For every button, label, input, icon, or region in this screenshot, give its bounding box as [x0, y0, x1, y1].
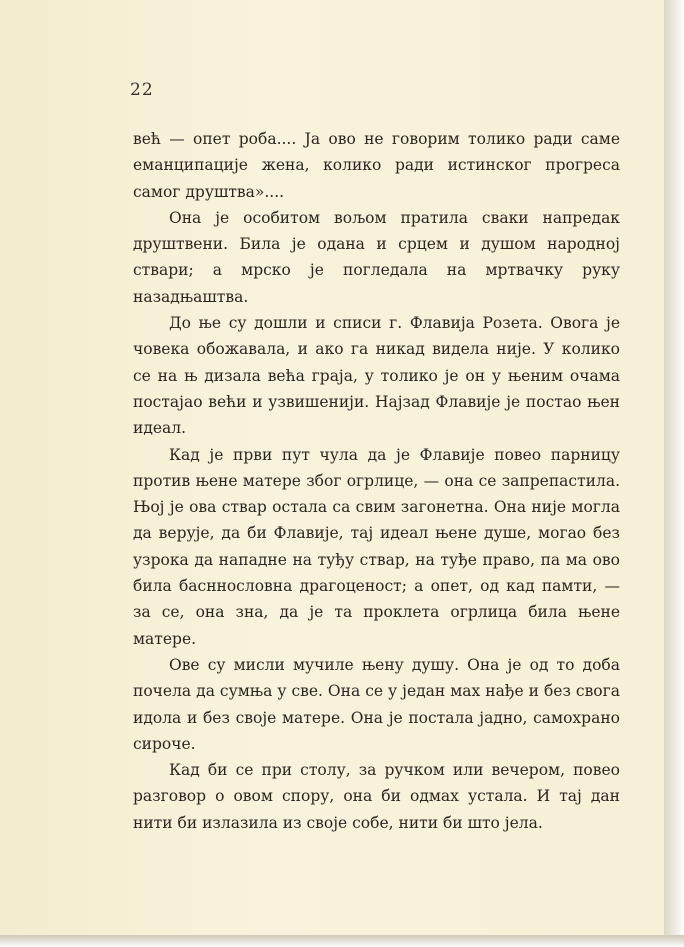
page-number: 22 [130, 80, 154, 100]
body-text [133, 126, 620, 836]
paragraph-3: До ње су дошли и списи г. Флавија Розета. Овога је човека обожавала, и ако га никад видела није. У колико се на њ дизала већа граја, у толико је он у њеним очама постајао већи и узвишенији. Најзад Флавије је постао њен идеал. [133, 314, 620, 438]
paragraph-6: Кад би се при столу, за ручком или вечером, повео разговор о овом спору, она би одмах устала. И тај дан нити би излазила из своје собе, нити би што јела. [133, 761, 620, 832]
paragraph-4: Кад је први пут чула да је Флавије повео парницу против њене матере због огрлице, — она се запрепастила. Њој је ова ствар остала са свим загонетна. Она није могла да верује, да би Флавије, тај идеал њене душе, могао без узрока да нападне на туђу ствар, на туђе право, па ма ово била басннословна драгоценост; а опет, од кад памти, — за се, она зна, да је та проклета огрлица била њене матере. [133, 445, 620, 648]
page-edge-shadow [664, 0, 684, 947]
page-bottom-edge [0, 935, 684, 947]
paragraph-1: већ — опет роба.... Ја ово не говорим толико ради саме еманципације жена, колико ради истинског прогреса самог друштва».... [133, 130, 620, 201]
paragraph-2: Она је особитом вољом пратила сваки напредак друштвени. Била је одана и срцем и душом народној ствари; а мрско је погледала на мртвачку руку назадњаштва. [133, 208, 620, 306]
paragraph-5: Ове су мисли мучиле њену душу. Она је од то доба почела да сумња у све. Она се у један мах нађе и без свога идола и без своје матере. Она је постала јадно, самохрано сироче. [133, 655, 620, 753]
